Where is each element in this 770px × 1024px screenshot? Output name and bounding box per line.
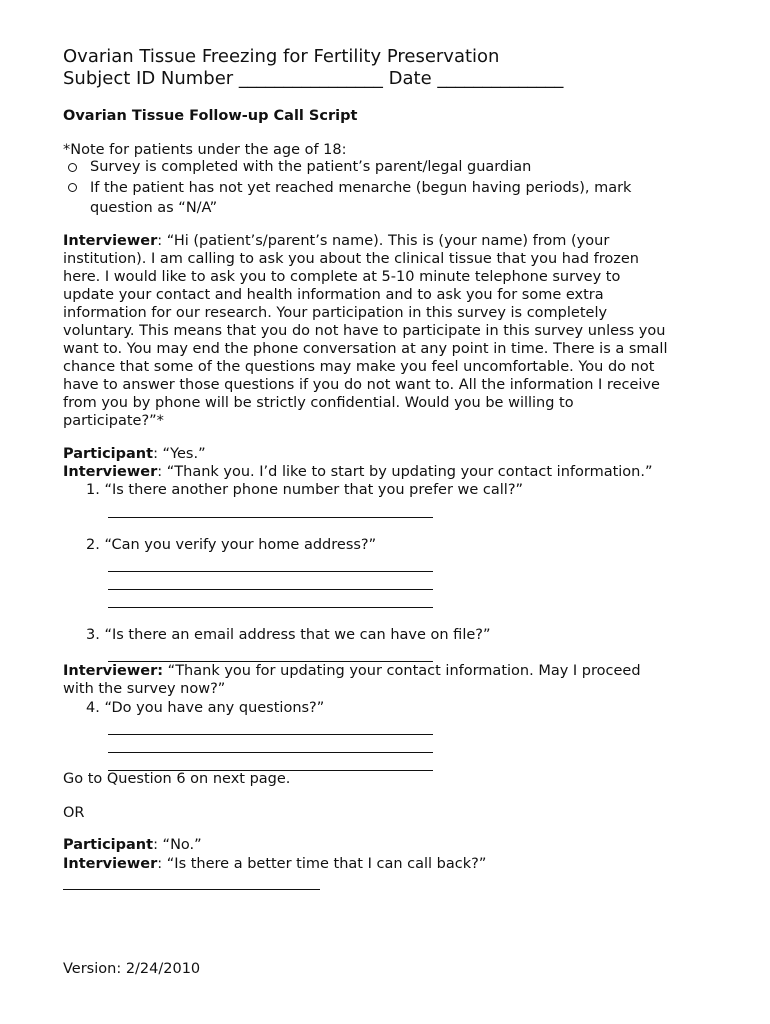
answer-line[interactable] — [108, 734, 433, 735]
question-2: 2. “Can you verify your home address?” — [86, 537, 377, 553]
speaker-label: Interviewer — [63, 233, 158, 249]
subject-id-date-line: Subject ID Number ________________ Date ______________ — [63, 68, 564, 89]
script-title: Ovarian Tissue Follow-up Call Script — [63, 108, 358, 124]
participant-no-line — [63, 836, 202, 854]
note-bullet-1: Survey is completed with the patient’s parent/legal guardian — [90, 159, 532, 175]
interviewer-label: Interviewer: — [63, 663, 164, 679]
answer-line[interactable] — [108, 752, 433, 753]
intro-line: from you by phone will be strictly confidential. Would you be willing to — [63, 395, 574, 411]
bullet-circle-icon — [68, 183, 77, 192]
note-bullet-2-continued: question as “N/A” — [90, 200, 218, 216]
interviewer-label: Interviewer — [63, 856, 158, 872]
interviewer-statement: : “Thank you. I’d like to start by updating your contact information.” — [157, 464, 653, 480]
intro-line: want to. You may end the phone conversation at any point in time. There is a small — [63, 341, 668, 357]
intro-line: here. I would like to ask you to complete at 5-10 minute telephone survey to — [63, 269, 621, 285]
question-1: 1. “Is there another phone number that you prefer we call?” — [86, 482, 524, 498]
document-title: Ovarian Tissue Freezing for Fertility Preservation — [63, 46, 500, 67]
answer-line[interactable] — [108, 517, 433, 518]
interviewer-label: Interviewer — [63, 464, 158, 480]
answer-line[interactable] — [108, 571, 433, 572]
answer-line[interactable] — [108, 589, 433, 590]
intro-line: have to answer those questions if you do not want to. All the information I receive — [63, 377, 660, 393]
participant-yes-line — [63, 445, 206, 463]
participant-label: Participant — [63, 446, 154, 462]
intro-line: : “Hi (patient’s/parent’s name). This is (your name) from (your — [157, 233, 610, 249]
participant-response: : “No.” — [153, 837, 202, 853]
interviewer-proceed-line-2: with the survey now?” — [63, 681, 226, 697]
interviewer-proceed-line — [63, 662, 641, 680]
goto-instruction: Go to Question 6 on next page. — [63, 771, 291, 787]
intro-line: information for our research. Your participation in this survey is completely — [63, 305, 608, 321]
note-bullet-2: If the patient has not yet reached menarche (begun having periods), mark — [90, 180, 632, 196]
intro-line: voluntary. This means that you do not have to participate in this survey unless you — [63, 323, 666, 339]
callback-answer-line[interactable] — [63, 889, 320, 890]
or-separator: OR — [63, 805, 85, 821]
intro-paragraph — [63, 232, 723, 430]
question-3: 3. “Is there an email address that we can have on file?” — [86, 627, 491, 643]
intro-line: chance that some of the questions may make you feel uncomfortable. You do not — [63, 359, 655, 375]
intro-line: update your contact and health information and to ask you for some extra — [63, 287, 604, 303]
bullet-circle-icon — [68, 163, 77, 172]
participant-response: : “Yes.” — [153, 446, 206, 462]
intro-line: participate?”* — [63, 413, 164, 429]
interviewer-thank-you-line — [63, 463, 652, 481]
question-4: 4. “Do you have any questions?” — [86, 700, 325, 716]
participant-label: Participant — [63, 837, 154, 853]
intro-line: institution). I am calling to ask you about the clinical tissue that you had frozen — [63, 251, 639, 267]
interviewer-callback-line — [63, 855, 486, 873]
note-heading: *Note for patients under the age of 18: — [63, 142, 347, 158]
version-footer: Version: 2/24/2010 — [63, 961, 201, 977]
answer-line[interactable] — [108, 607, 433, 608]
interviewer-statement: : “Is there a better time that I can call back?” — [157, 856, 487, 872]
interviewer-statement: “Thank you for updating your contact information. May I proceed — [163, 663, 641, 679]
